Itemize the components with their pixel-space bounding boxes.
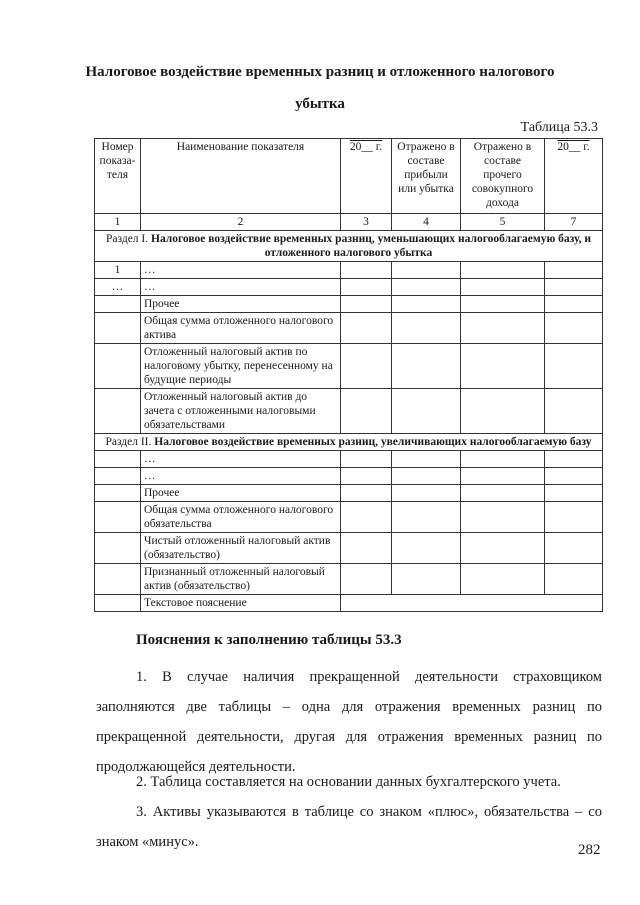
table-cell [461, 451, 545, 468]
table-cell [341, 533, 392, 564]
table-row [95, 564, 603, 595]
table-row [95, 389, 603, 434]
table-cell [461, 389, 545, 434]
row-number [95, 468, 141, 485]
row-label: Общая сумма отложенного налогового актива [141, 313, 341, 344]
section-2-heading: Раздел II. Налоговое воздействие временных разниц, увеличивающих налогооблагаемую базу [95, 434, 603, 451]
table-row [95, 502, 603, 533]
table-row [95, 451, 603, 468]
row-number [95, 313, 141, 344]
table-cell [392, 389, 461, 434]
table-cell [461, 313, 545, 344]
section-1-heading: Раздел I. Налоговое воздействие временных разниц, уменьшающих налогооблагаемую базу, и отложенного налогового убытка [95, 231, 603, 262]
page-number: 282 [578, 842, 601, 858]
table-cell [392, 262, 461, 279]
row-label: … [141, 279, 341, 296]
table-cell [461, 468, 545, 485]
column-number: 2 [141, 214, 341, 231]
table-cell [392, 533, 461, 564]
table-header-row [95, 139, 603, 214]
row-label: … [141, 468, 341, 485]
table-cell [341, 389, 392, 434]
row-number: … [95, 279, 141, 296]
table-row [95, 296, 603, 313]
table-row [95, 262, 603, 279]
section-1-heading-row [95, 231, 603, 262]
table-row [95, 313, 603, 344]
row-number [95, 564, 141, 595]
row-number [95, 389, 141, 434]
table-cell [545, 296, 603, 313]
table-cell [461, 344, 545, 389]
table-row [95, 485, 603, 502]
table-cell [545, 468, 603, 485]
table-cell [341, 344, 392, 389]
header-indicator-name: Наименование показателя [141, 139, 341, 214]
table-reference: Таблица 53.3 [520, 120, 598, 135]
table-cell [545, 344, 603, 389]
row-label: … [141, 262, 341, 279]
table-cell [341, 296, 392, 313]
row-label: Прочее [141, 296, 341, 313]
table-cell [545, 451, 603, 468]
table-cell [545, 485, 603, 502]
text-explanation-value [341, 595, 603, 612]
table-cell [461, 533, 545, 564]
table-cell [461, 279, 545, 296]
table-row [95, 279, 603, 296]
table-cell [392, 344, 461, 389]
table-cell [392, 296, 461, 313]
column-number: 5 [461, 214, 545, 231]
table-cell [461, 262, 545, 279]
column-number: 4 [392, 214, 461, 231]
table-cell [341, 502, 392, 533]
table-cell [461, 502, 545, 533]
table-row [95, 344, 603, 389]
table-cell [341, 485, 392, 502]
table-cell [461, 564, 545, 595]
header-other-income: Отражено в составе прочего совокупного дохода [461, 139, 545, 214]
row-number [95, 502, 141, 533]
explanations-heading: Пояснения к заполнению таблицы 53.3 [136, 632, 402, 648]
row-number [95, 485, 141, 502]
table-cell [545, 389, 603, 434]
table-cell [95, 595, 141, 612]
table-cell [392, 485, 461, 502]
row-label: … [141, 451, 341, 468]
document-title-line2: убытка [295, 96, 345, 112]
table-cell [392, 564, 461, 595]
row-number [95, 344, 141, 389]
table-cell [341, 564, 392, 595]
column-number: 3 [341, 214, 392, 231]
column-number: 7 [545, 214, 603, 231]
table-cell [545, 262, 603, 279]
table-cell [545, 279, 603, 296]
row-label: Отложенный налоговый актив по налоговому убытку, перенесенному на будущие периоды [141, 344, 341, 389]
table-cell [341, 279, 392, 296]
row-label: Прочее [141, 485, 341, 502]
section-2-heading-row [95, 434, 603, 451]
table-cell [545, 564, 603, 595]
paragraph-3: 3. Активы указываются в таблице со знаком «плюс», обязательства – со знаком «минус». [96, 804, 602, 850]
header-year-end: 20__ г. [545, 139, 603, 214]
row-number: 1 [95, 262, 141, 279]
paragraph-2: 2. Таблица составляется на основании данных бухгалтерского учета. [136, 774, 561, 790]
column-number: 1 [95, 214, 141, 231]
row-label: Чистый отложенный налоговый актив (обязательство) [141, 533, 341, 564]
header-year-start: 20__ г. [341, 139, 392, 214]
row-number [95, 451, 141, 468]
row-label: Отложенный налоговый актив до зачета с отложенными налоговыми обязательствами [141, 389, 341, 434]
tax-effect-table [94, 138, 603, 612]
table-cell [341, 262, 392, 279]
row-number [95, 296, 141, 313]
text-explanation-row [95, 595, 603, 612]
column-number-row [95, 214, 603, 231]
row-label: Общая сумма отложенного налогового обязательства [141, 502, 341, 533]
table-cell [545, 313, 603, 344]
row-label: Признанный отложенный налоговый актив (обязательство) [141, 564, 341, 595]
header-number: Номер показа-теля [95, 139, 141, 214]
table-row [95, 468, 603, 485]
paragraph-1: 1. В случае наличия прекращенной деятельности страховщиком заполняются две таблицы – одна для отражения временных разниц по прекращенной деятельности, другая для отражения временных разниц по продолжающейся деятельности. [96, 669, 602, 775]
table-cell [545, 533, 603, 564]
table-cell [392, 468, 461, 485]
table-cell [392, 279, 461, 296]
table-cell [392, 451, 461, 468]
text-explanation-label: Текстовое пояснение [141, 595, 341, 612]
document-title-line1: Налоговое воздействие временных разниц и отложенного налогового [85, 64, 555, 80]
table-cell [341, 468, 392, 485]
table-row [95, 533, 603, 564]
header-profit-loss: Отражено в составе прибыли или убытка [392, 139, 461, 214]
table-cell [461, 296, 545, 313]
table-cell [461, 485, 545, 502]
table-cell [341, 313, 392, 344]
table-cell [392, 313, 461, 344]
table-cell [341, 451, 392, 468]
table-cell [545, 502, 603, 533]
table-cell [392, 502, 461, 533]
row-number [95, 533, 141, 564]
